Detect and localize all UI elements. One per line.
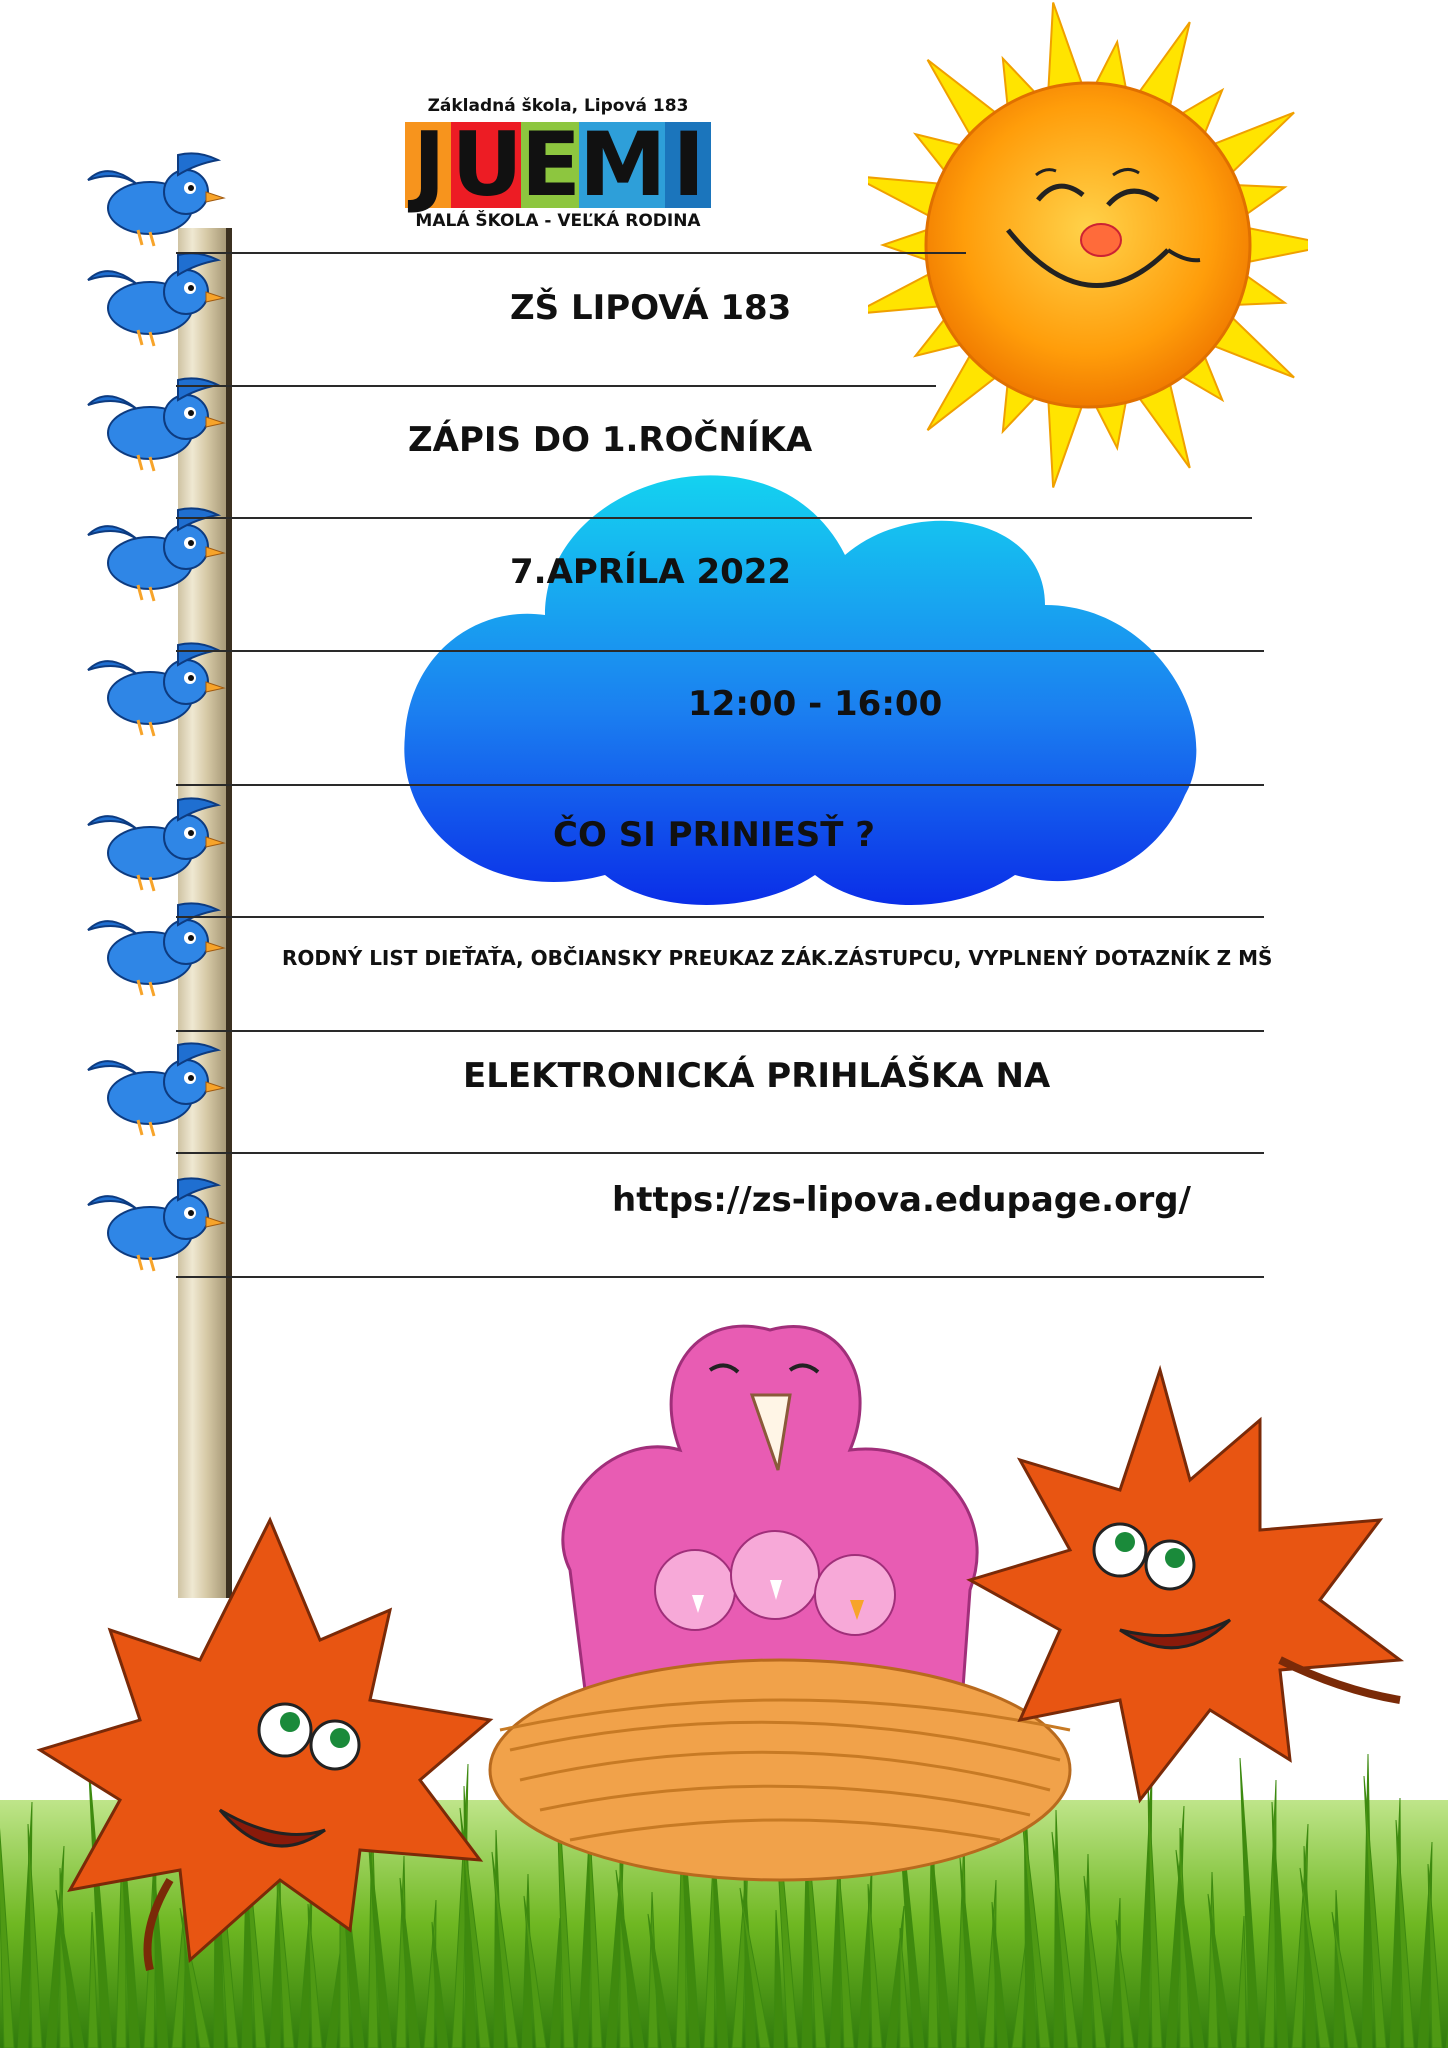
bluebird-icon: [78, 505, 228, 605]
application-url[interactable]: https://zs-lipova.edupage.org/: [612, 1180, 1191, 1220]
logo-letter-m: M: [579, 113, 665, 216]
rule-line: [176, 252, 966, 254]
logo-bottom-text: MALÁ ŠKOLA - VEĽKÁ RODINA: [415, 211, 701, 231]
logo-top-text: Základná škola, Lipová 183: [427, 96, 689, 116]
rule-line: [176, 1276, 1264, 1278]
enrollment-date: 7.APRÍLA 2022: [510, 552, 792, 592]
logo-letter-u: U: [451, 113, 521, 216]
maple-leaf-left: [20, 1500, 540, 1980]
school-logo: [400, 96, 716, 236]
logo-letter-e: E: [520, 113, 580, 216]
maple-leaf-right: [960, 1360, 1430, 1860]
rule-line: [176, 1030, 1264, 1032]
rule-line: [176, 1152, 1264, 1154]
logo-word: [405, 113, 711, 216]
bluebird-icon: [78, 640, 228, 740]
logo-letter-j: J: [405, 122, 451, 208]
bluebird-icon: [78, 900, 228, 1000]
bluebird-icon: [78, 250, 228, 350]
bluebird-icon: [78, 150, 228, 250]
bluebird-icon: [78, 375, 228, 475]
what-to-bring-heading: ČO SI PRINIESŤ ?: [553, 815, 875, 855]
bluebird-icon: [78, 1040, 228, 1140]
rule-line: [176, 650, 1264, 652]
logo-letter-i: I: [665, 122, 711, 208]
enrollment-title: ZÁPIS DO 1.ROČNÍKA: [408, 420, 813, 460]
rule-line: [176, 385, 936, 387]
bluebird-icon: [78, 1175, 228, 1275]
school-name: ZŠ LIPOVÁ 183: [510, 288, 792, 328]
rule-line: [176, 916, 1264, 918]
enrollment-time: 12:00 - 16:00: [688, 684, 943, 724]
rule-line: [176, 517, 1252, 519]
documents-list: RODNÝ LIST DIEŤAŤA, OBČIANSKY PREUKAZ ZÁK.ZÁSTUPCU, VYPLNENÝ DOTAZNÍK Z MŠ: [282, 946, 1273, 970]
online-application-label: ELEKTRONICKÁ PRIHLÁŠKA NA: [463, 1056, 1051, 1096]
bluebird-icon: [78, 795, 228, 895]
rule-line: [176, 784, 1264, 786]
